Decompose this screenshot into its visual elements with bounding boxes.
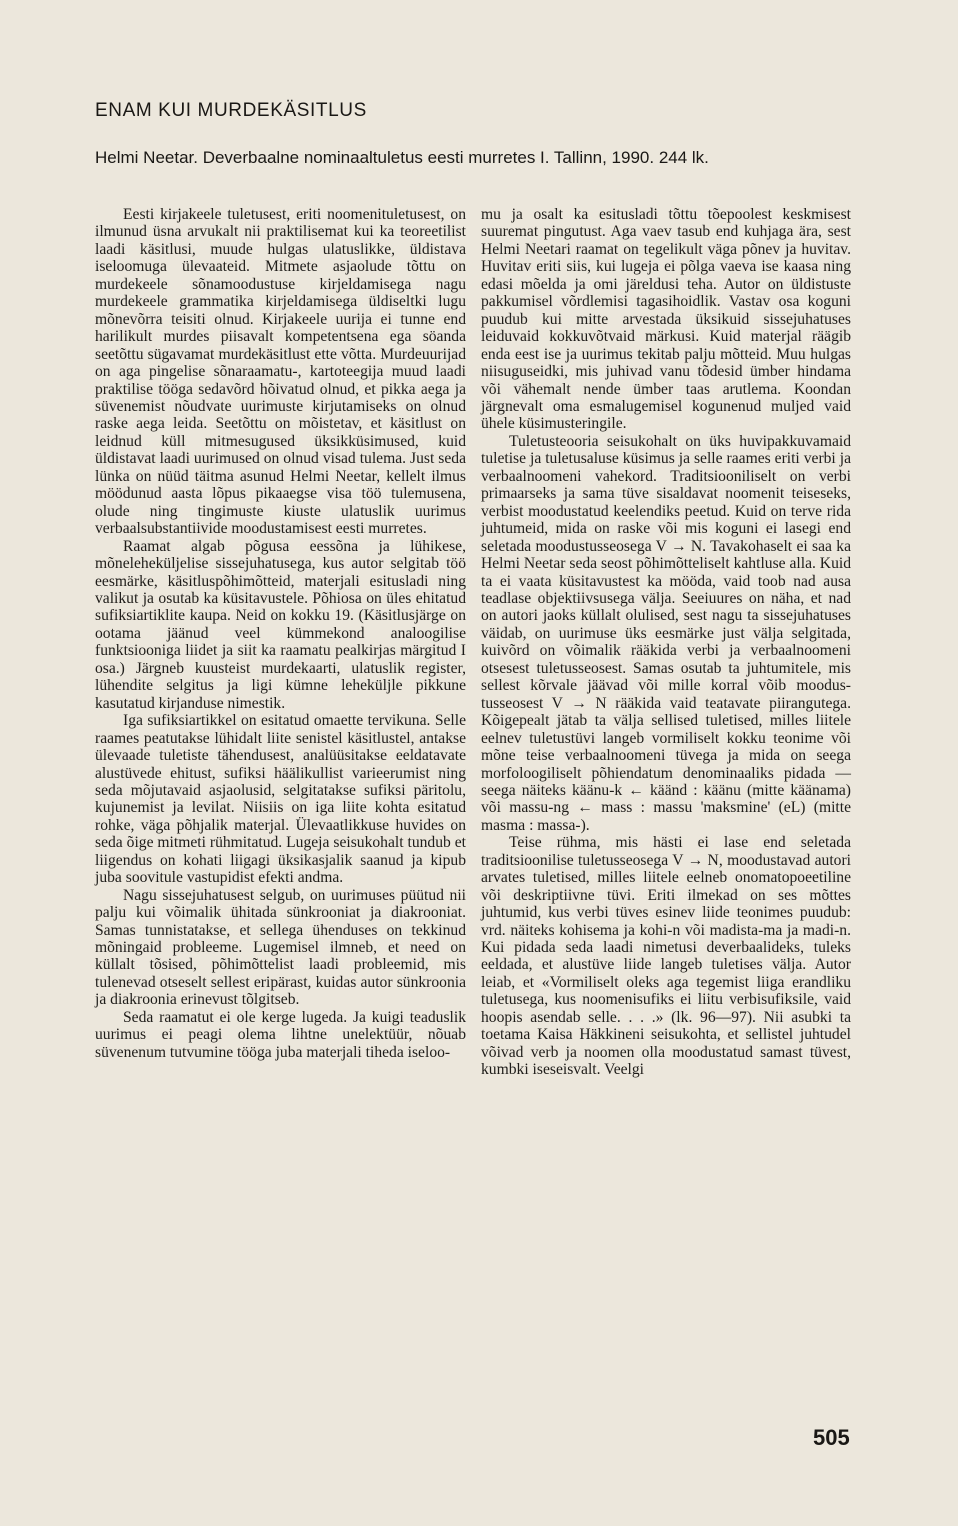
paragraph: Nagu sissejuhatusest selgub, on uurimuses püütud nii palju kui võimalik ühitada sünkrooniat ja diakrooniat. Samas tunnistatakse, et sellega ühenduses on tekkinud mõningaid probleeme. Lugemisel ilmneb, et need on küllalt tõsised, põhimõttelist laadi probleemid, mis tulenevad otseselt sellest eripärast, kuidas autor sünkroonia ja diakroonia erinevust tõlgitseb. [95, 886, 466, 1009]
paragraph: Raamat algab põgusa eessõna ja lühikese, mõneleheküljelise sissejuhatusega, kus autor selgitab töö eesmärke, käsitluspõhimõtteid, materjali esitusladi ning valikut ja osutab ka küsitavustele. Põhiosa on üles ehitatud sufiksiartiklite kaupa. Neid on kokku 19. (Käsitlusjärge on ootama jäänud veel kümmekond analoogilise funktsiooniga liidet ja siit ka raamatu pealkirjas märgitud I osa.) Järgneb kuusteist murdekaarti, ulatuslik register, lühendite selgitus ja ligi kümne leheküljle pikkune kasutatud kirjanduse nimestik. [95, 537, 466, 712]
paragraph: Seda raamatut ei ole kerge lugeda. Ja kuigi teaduslik uurimus ei peagi olema lihtne unelektüür, nõuab süvenenum tutvumine tööga juba materjali tiheda iseloo- [95, 1008, 466, 1061]
paragraph: Eesti kirjakeele tuletusest, eriti noomenituletusest, on ilmunud üsna arvukalt nii praktilisemat kui ka teoreetilist laadi käsitlusi, muude hulgas ulatuslikke, üldistava iseloomuga ülevaateid. Mitmete asjaolude tõttu on murdekeele sõnamoodustuse kirjeldamisega nagu murdekeele grammatika kirjeldamisega üldiseltki lugu mõnevõrra teisiti olnud. Kirjakeele uurija ei tunne end harilikult murdes piisavalt kompetentsena ega söanda seetõttu sügavamat murdekäsitlust ette võtta. Murdeuurijad on aga pingelise sõnaraamatu-, kartoteegija muud laadi praktilise tööga sedavõrd hõivatud olnud, et pikka aega ja süvenemist nõudvate uurimuste kirjutamiseks on olnud raske aega leida. Seetõttu on mõistetav, et käsitlust on leidnud küll mitmesugused üksikküsimused, kuid üldistavat laadi uurimused on olnud visad tulema. Just seda lünka on nüüd täitma asunud Helmi Neetar, kellelt ilmus möödunud aasta lõpus pikaaegse visa töö tulemusena, olude ning tingimuste kiuste ulatuslik uurimus verbaalsubstantiivide moodustamisest eesti murretes. [95, 206, 466, 538]
paragraph: Tuletusteooria seisukohalt on üks huvipakkuvamaid tuletise ja tuletusaluse küsimus ja selle raames eriti verbi ja verbaalnoomeni vahekord. Traditsiooniliselt on verbi primaarseks ja sama tüve sisaldavat noomenit teiseseks, verbist moodustatud keelendiks peetud. Kuid on terve rida juhtumeid, mida on raske või mis koguni ei lasegi end seletada moodustusseosega V → N. Tavakohaselt ei saa ka Helmi Neetar seda seost põhimõtteliselt kahtluse alla. Kuid ta ei vaata küsitavustest ka mööda, vaid toob nad ausa teadlase objektiivsusega välja. Seeiuures on näha, et nad on autori jaoks küllalt olulised, sest nagu ta sissejuhatuses väidab, on uurimuse üks eesmärke just välja selgitada, kuivõrd on võimalik rääkida verbi ja verbaalnoomeni otsesest tuletusseosest. Samas osutab ta juhtumitele, mis sellest kõrvale jäävad või mille korral võib moodustusseosest V → N rääkida vaid teatavate piirangutega. Kõigepealt jätab ta välja sellised tuletised, milles liitele eelnev tuletustüvi langeb vormiliselt kokku teonime või mõne teise verbaalnoomeni tüvega ja mida on seega morfoloogiliselt põhiendatum denominaaliks pidada — seega näiteks käänu-k ← käänd : käänu (mitte käänama) või massu-ng ← mass : massu 'maksmine' (eL) (mitte masma : massa-). [481, 432, 851, 834]
paragraph: Iga sufiksiartikkel on esitatud omaette tervikuna. Selle raames peatutakse lühidalt liite senistel käsitlustel, antakse ülevaade tuletiste tähendusest, analüüsitakse eeldatavate alustüvede ehitust, sufiksi häälikullist varieerumist ning seda mõjutavaid asjaolusid, selgitatakse sufiksi päritolu, kujunemist ja levilat. Niisiis on iga liite kohta esitatud rohke, väga põhjalik materjal. Ülevaatlikkuse huvides on seda õige mitmeti rühmitatud. Lugeja seisukohalt tundub et liigendus on kohati liigagi üksikasjalik saanud ja kipub juba soovitule vastupidist efekti andma. [95, 712, 466, 887]
paragraph: mu ja osalt ka esitusladi tõttu tõepoolest keskmisest suuremat pingutust. Aga vaev tasub end kuhjaga ära, sest Helmi Neetari raamat on tegelikult väga põnev ja huvitav. Huvitav eriti siis, kui lugeja ei põlga vaeva ise kaasa ning edasi mõelda ja omi järeldusi teha. Autor on üldistuste pakkumisel võrdlemisi tagasihoidlik. Vastav osa koguni puudub kui mitte arvestada üksikuid sissejuhatuses leiduvaid kokkuvõtvaid märkusi. Kuid materjal räägib enda eest ise ja uurimus tekitab palju mõtteid. Muu hulgas niisuguseidki, mis juhivad vanu tõdesid ümber hindama või vähemalt nende ümber taas arutlema. Koondan järgnevalt oma esmalugemisel kogunenud muljed vaid ühele küsimusteringile. [481, 206, 851, 433]
review-heading: Helmi Neetar. Deverbaalne nominaaltuletus eesti murretes I. Tallinn, 1990. 244 lk. [95, 148, 709, 167]
left-column [95, 206, 466, 1061]
paragraph: Teise rühma, mis hästi ei lase end seletada traditsioonilise tuletusseosega V → N, moodustavad autori arvates tuletised, milles liitele eelneb onomatopoeetiline või deskriptiivne tüvi. Eriti ilmekad on ses mõttes juhtumid, kus verbi tüves esinev liide teonimes puudub: vrd. näiteks kohisema ja kohi-n või madista-ma ja madi-n. Kui pidada seda laadi nimetusi deverbaalideks, tuleks eeldada, et alustüve liide langeb tuletises välja. Autor leiab, et «Vormiliselt oleks aga tegemist liiga erandliku tuletusega, kus noomenisufiks ei liitu verbisufiksile, vaid hoopis asendab selle. . . .» (lk. 96—97). Nii asubki ta toetama Kaisa Häkkineni seisukohta, et sellistel juhtudel võivad verb ja noomen olla moodustatud samast tüvest, kumbki iseseisvalt. Veelgi [481, 834, 851, 1079]
section-title: ENAM KUI MURDEKÄSITLUS [95, 100, 367, 121]
page-number: 505 [813, 1425, 850, 1450]
right-column [481, 206, 851, 1079]
